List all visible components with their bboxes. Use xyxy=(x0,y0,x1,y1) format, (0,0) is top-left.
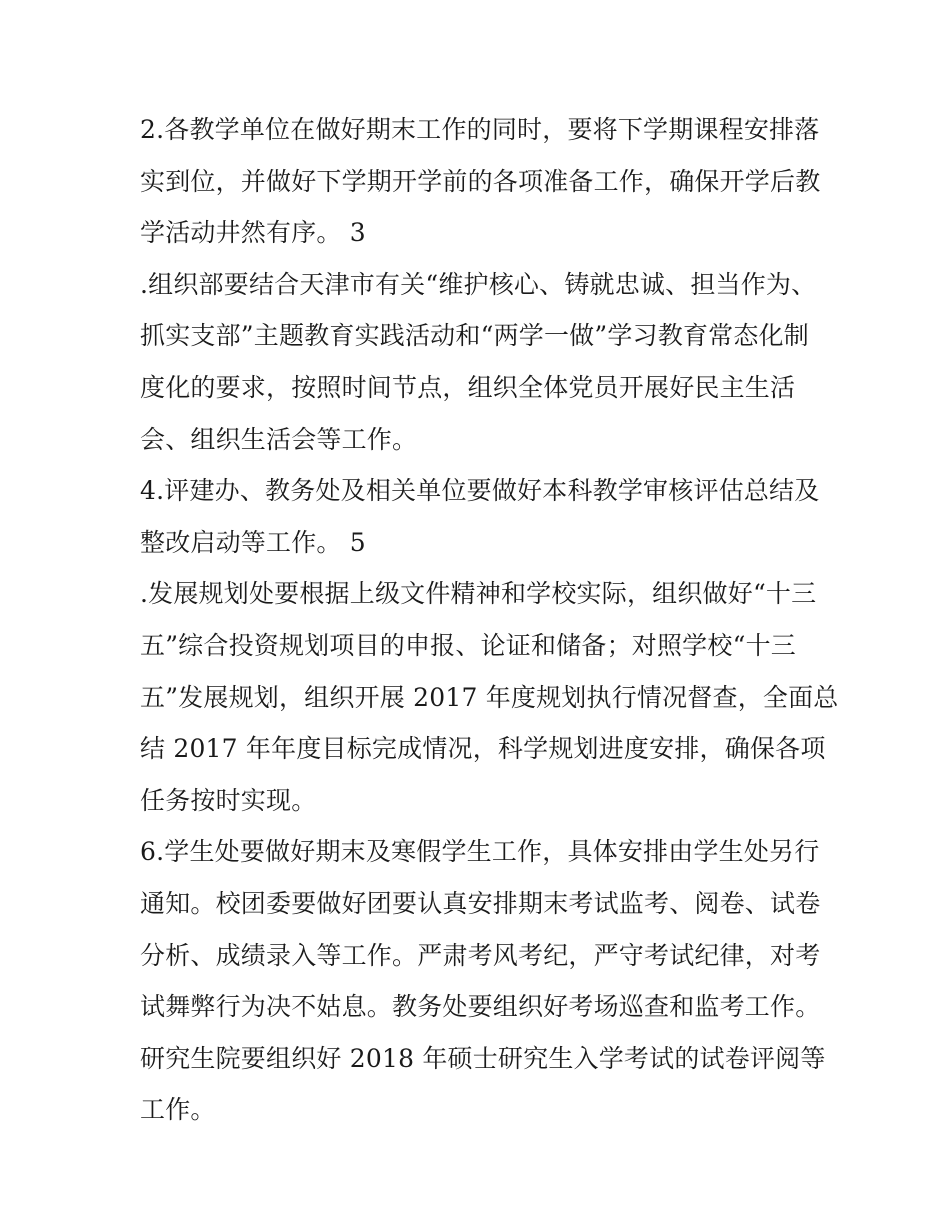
document-body xyxy=(140,104,840,1136)
text-line: 五”综合投资规划项目的申报、论证和储备；对照学校“十三 xyxy=(140,630,796,660)
text-line: 会、组织生活会等工作。 xyxy=(140,424,418,454)
text-line: .发展规划处要根据上级文件精神和学校实际，组织做好“十三 xyxy=(140,579,817,609)
text-line: 实到位，并做好下学期开学前的各项准备工作，确保开学后教 xyxy=(140,166,821,196)
text-line: .组织部要结合天津市有关“维护核心、铸就忠诚、担当作为、 xyxy=(140,269,817,299)
text-line: 结 2017 年年度目标完成情况，科学规划进度安排，确保各项 xyxy=(140,734,826,764)
text-line: 整改启动等工作。 5 xyxy=(140,527,366,557)
text-line: 通知。校团委要做好团要认真安排期末考试监考、阅卷、试卷 xyxy=(140,888,821,918)
text-line: 试舞弊行为决不姑息。教务处要组织好考场巡查和监考工作。 xyxy=(140,992,821,1022)
text-line: 任务按时实现。 xyxy=(140,785,317,815)
text-line: 度化的要求，按照时间节点，组织全体党员开展好民主生活 xyxy=(140,372,796,402)
text-line: 4.评建办、教务处及相关单位要做好本科教学审核评估总结及 xyxy=(140,476,820,506)
text-line: 抓实支部”主题教育实践活动和“两学一做”学习教育常态化制 xyxy=(140,321,809,351)
text-line: 学活动井然有序。 3 xyxy=(140,218,366,248)
text-line: 6.学生处要做好期末及寒假学生工作，具体安排由学生处另行 xyxy=(140,837,820,867)
text-line: 分析、成绩录入等工作。严肃考风考纪，严守考试纪律，对考 xyxy=(140,940,821,970)
text-line: 工作。 xyxy=(140,1095,216,1125)
text-line: 研究生院要组织好 2018 年硕士研究生入学考试的试卷评阅等 xyxy=(140,1043,826,1073)
text-line: 五”发展规划，组织开展 2017 年度规划执行情况督查，全面总 xyxy=(140,682,839,712)
text-line: 2.各教学单位在做好期末工作的同时，要将下学期课程安排落 xyxy=(140,115,820,144)
